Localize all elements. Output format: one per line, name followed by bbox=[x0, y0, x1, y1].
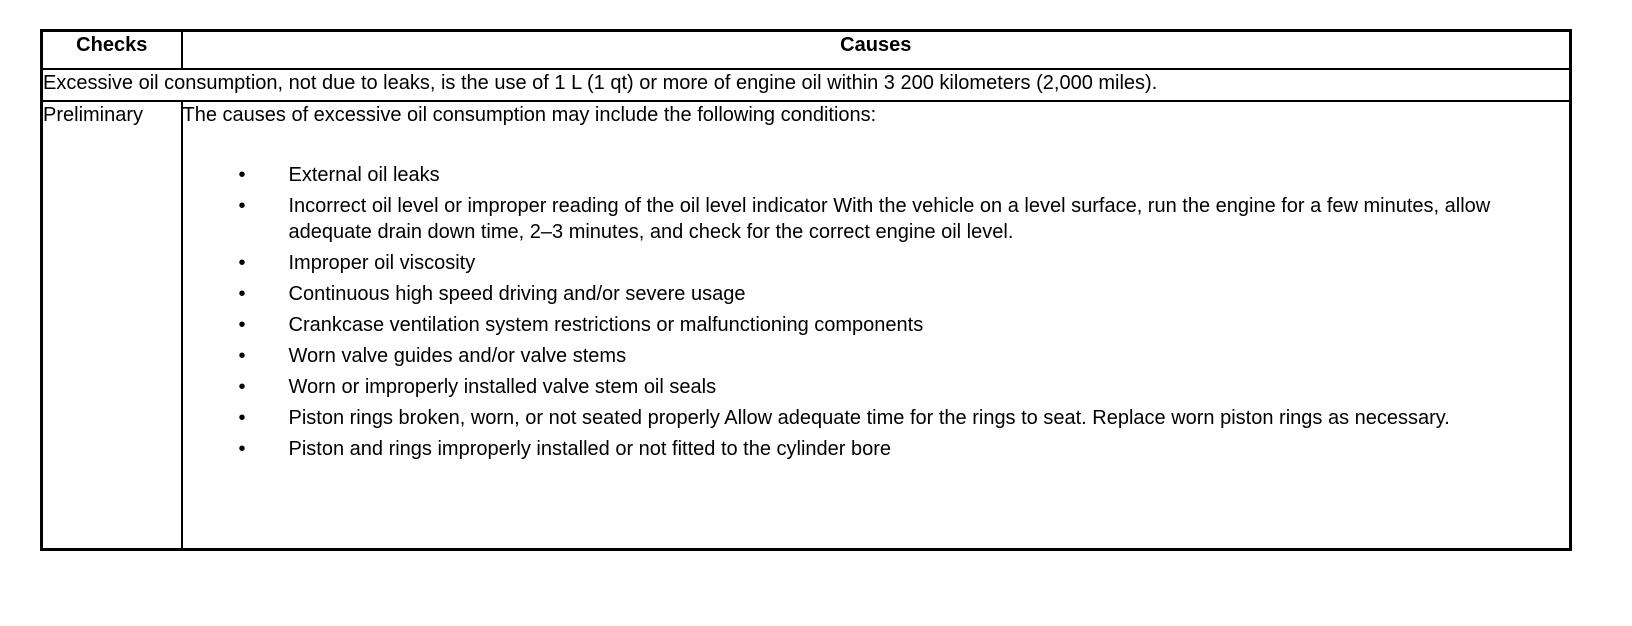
causes-column-header: Causes bbox=[182, 31, 1571, 70]
list-item: • Continuous high speed driving and/or severe usage bbox=[183, 281, 1570, 307]
list-item: • Improper oil viscosity bbox=[183, 250, 1570, 276]
intro-row bbox=[42, 69, 1571, 101]
list-item: • Crankcase ventilation system restrictions or malfunctioning components bbox=[183, 312, 1570, 338]
header-row bbox=[42, 31, 1571, 70]
causes-lead-text: The causes of excessive oil consumption may include the following conditions: bbox=[182, 104, 877, 126]
list-item: • Piston rings broken, worn, or not seated properly Allow adequate time for the rings to seat. Replace worn piston rings as necessary. bbox=[183, 405, 1570, 431]
check-label: Preliminary bbox=[42, 101, 182, 550]
diagnostic-table bbox=[40, 29, 1572, 551]
list-item: • External oil leaks bbox=[183, 162, 1570, 188]
list-item: • Piston and rings improperly installed or not fitted to the cylinder bore bbox=[183, 436, 1570, 462]
causes-cell bbox=[182, 101, 1571, 550]
checks-column-header: Checks bbox=[42, 31, 182, 70]
diagnostic-document bbox=[40, 29, 1572, 551]
cause-list bbox=[183, 162, 1570, 462]
list-item: • Worn or improperly installed valve stem oil seals bbox=[183, 374, 1570, 400]
list-item: • Worn valve guides and/or valve stems bbox=[183, 343, 1570, 369]
list-item: • Incorrect oil level or improper reading of the oil level indicator With the vehicle on a level surface, run the engine for a few minutes, allow adequate drain down time, 2–3 minutes, and check for the correct engine oil level. bbox=[183, 193, 1570, 245]
table-row bbox=[42, 101, 1571, 550]
intro-text: Excessive oil consumption, not due to leaks, is the use of 1 L (1 qt) or more of engine oil within 3 200 kilometers (2,000 miles). bbox=[42, 69, 1571, 101]
